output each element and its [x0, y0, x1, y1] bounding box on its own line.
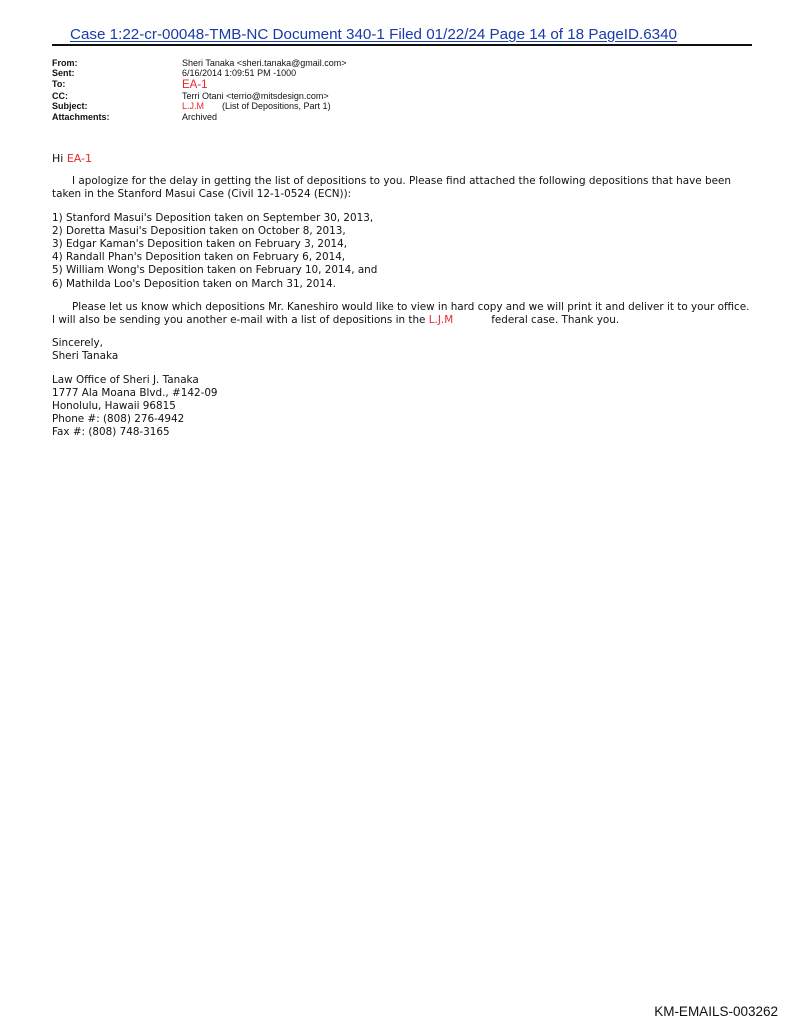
signature-line: Phone #: (808) 276-4942 — [52, 413, 185, 426]
header-value: Sheri Tanaka <sheri.tanaka@gmail.com> — [182, 58, 347, 68]
header-value: Terri Otani <terrio@mitsdesign.com> — [182, 90, 329, 101]
header-cc — [52, 91, 347, 101]
header-subject — [52, 101, 347, 111]
paragraph-text: Please let us know which depositions Mr. Kaneshiro would like to view in hard copy and we will print it and deliver it to your office. I will also be sending you another e-mail with a list of depositions in the — [52, 300, 750, 327]
list-item: 5) William Wong's Deposition taken on February 10, 2014, and — [52, 264, 378, 277]
greeting-prefix: Hi — [52, 152, 67, 165]
signature-line: Law Office of Sheri J. Tanaka — [52, 373, 199, 386]
redaction-label: EA-1 — [182, 78, 208, 91]
signature-block — [52, 374, 752, 440]
paragraph-text: federal case. Thank you. — [491, 314, 620, 327]
header-label: Attachments: — [52, 111, 110, 122]
header-label: To: — [52, 78, 66, 89]
case-header — [52, 26, 752, 46]
case-header-text: Case 1:22-cr-00048-TMB-NC Document 340-1 Filed 01/22/24 Page 14 of 18 PageID.6340 — [70, 26, 678, 43]
header-value: Archived — [182, 111, 218, 122]
list-item: 3) Edgar Kaman's Deposition taken on February 3, 2014, — [52, 238, 348, 251]
list-item: 6) Mathilda Loo's Deposition taken on March 31, 2014. — [52, 277, 336, 290]
email-headers — [52, 58, 347, 122]
paragraph: I apologize for the delay in getting the list of depositions to you. Please find attached the following depositions that have been taken in the Stanford Masui Case (Civil 12-1-0524 (ECN)): — [52, 175, 731, 201]
header-label: Sent: — [52, 68, 75, 79]
email-body — [52, 152, 752, 440]
header-label: From: — [52, 58, 78, 68]
header-value: 6/16/2014 1:09:51 PM -1000 — [182, 68, 297, 79]
closing — [52, 337, 752, 363]
header-label: CC: — [52, 90, 68, 101]
paragraph — [52, 301, 752, 327]
redaction-label: L.J.M — [428, 314, 454, 327]
redaction-label: L.J.M — [182, 101, 205, 112]
header-to — [52, 79, 347, 91]
header-value: (List of Depositions, Part 1) — [222, 101, 331, 112]
header-attachments — [52, 112, 347, 122]
closing-line: Sincerely, — [52, 337, 103, 350]
signature-line: 1777 Ala Moana Blvd., #142-09 — [52, 386, 218, 399]
list-item: 1) Stanford Masui's Deposition taken on September 30, 2013, — [52, 211, 374, 224]
bates-number: KM-EMAILS-003262 — [654, 1004, 778, 1019]
signature-line: Fax #: (808) 748-3165 — [52, 426, 170, 439]
header-from — [52, 58, 347, 68]
greeting — [52, 152, 752, 165]
list-item: 2) Doretta Masui's Deposition taken on October 8, 2013, — [52, 224, 346, 237]
closing-line: Sheri Tanaka — [52, 350, 119, 363]
redaction-label: EA-1 — [66, 152, 93, 165]
header-sent — [52, 68, 347, 78]
signature-line: Honolulu, Hawaii 96815 — [52, 400, 176, 413]
list-item: 4) Randall Phan's Deposition taken on February 6, 2014, — [52, 251, 346, 264]
deposition-list — [52, 212, 752, 291]
header-label: Subject: — [52, 101, 88, 112]
